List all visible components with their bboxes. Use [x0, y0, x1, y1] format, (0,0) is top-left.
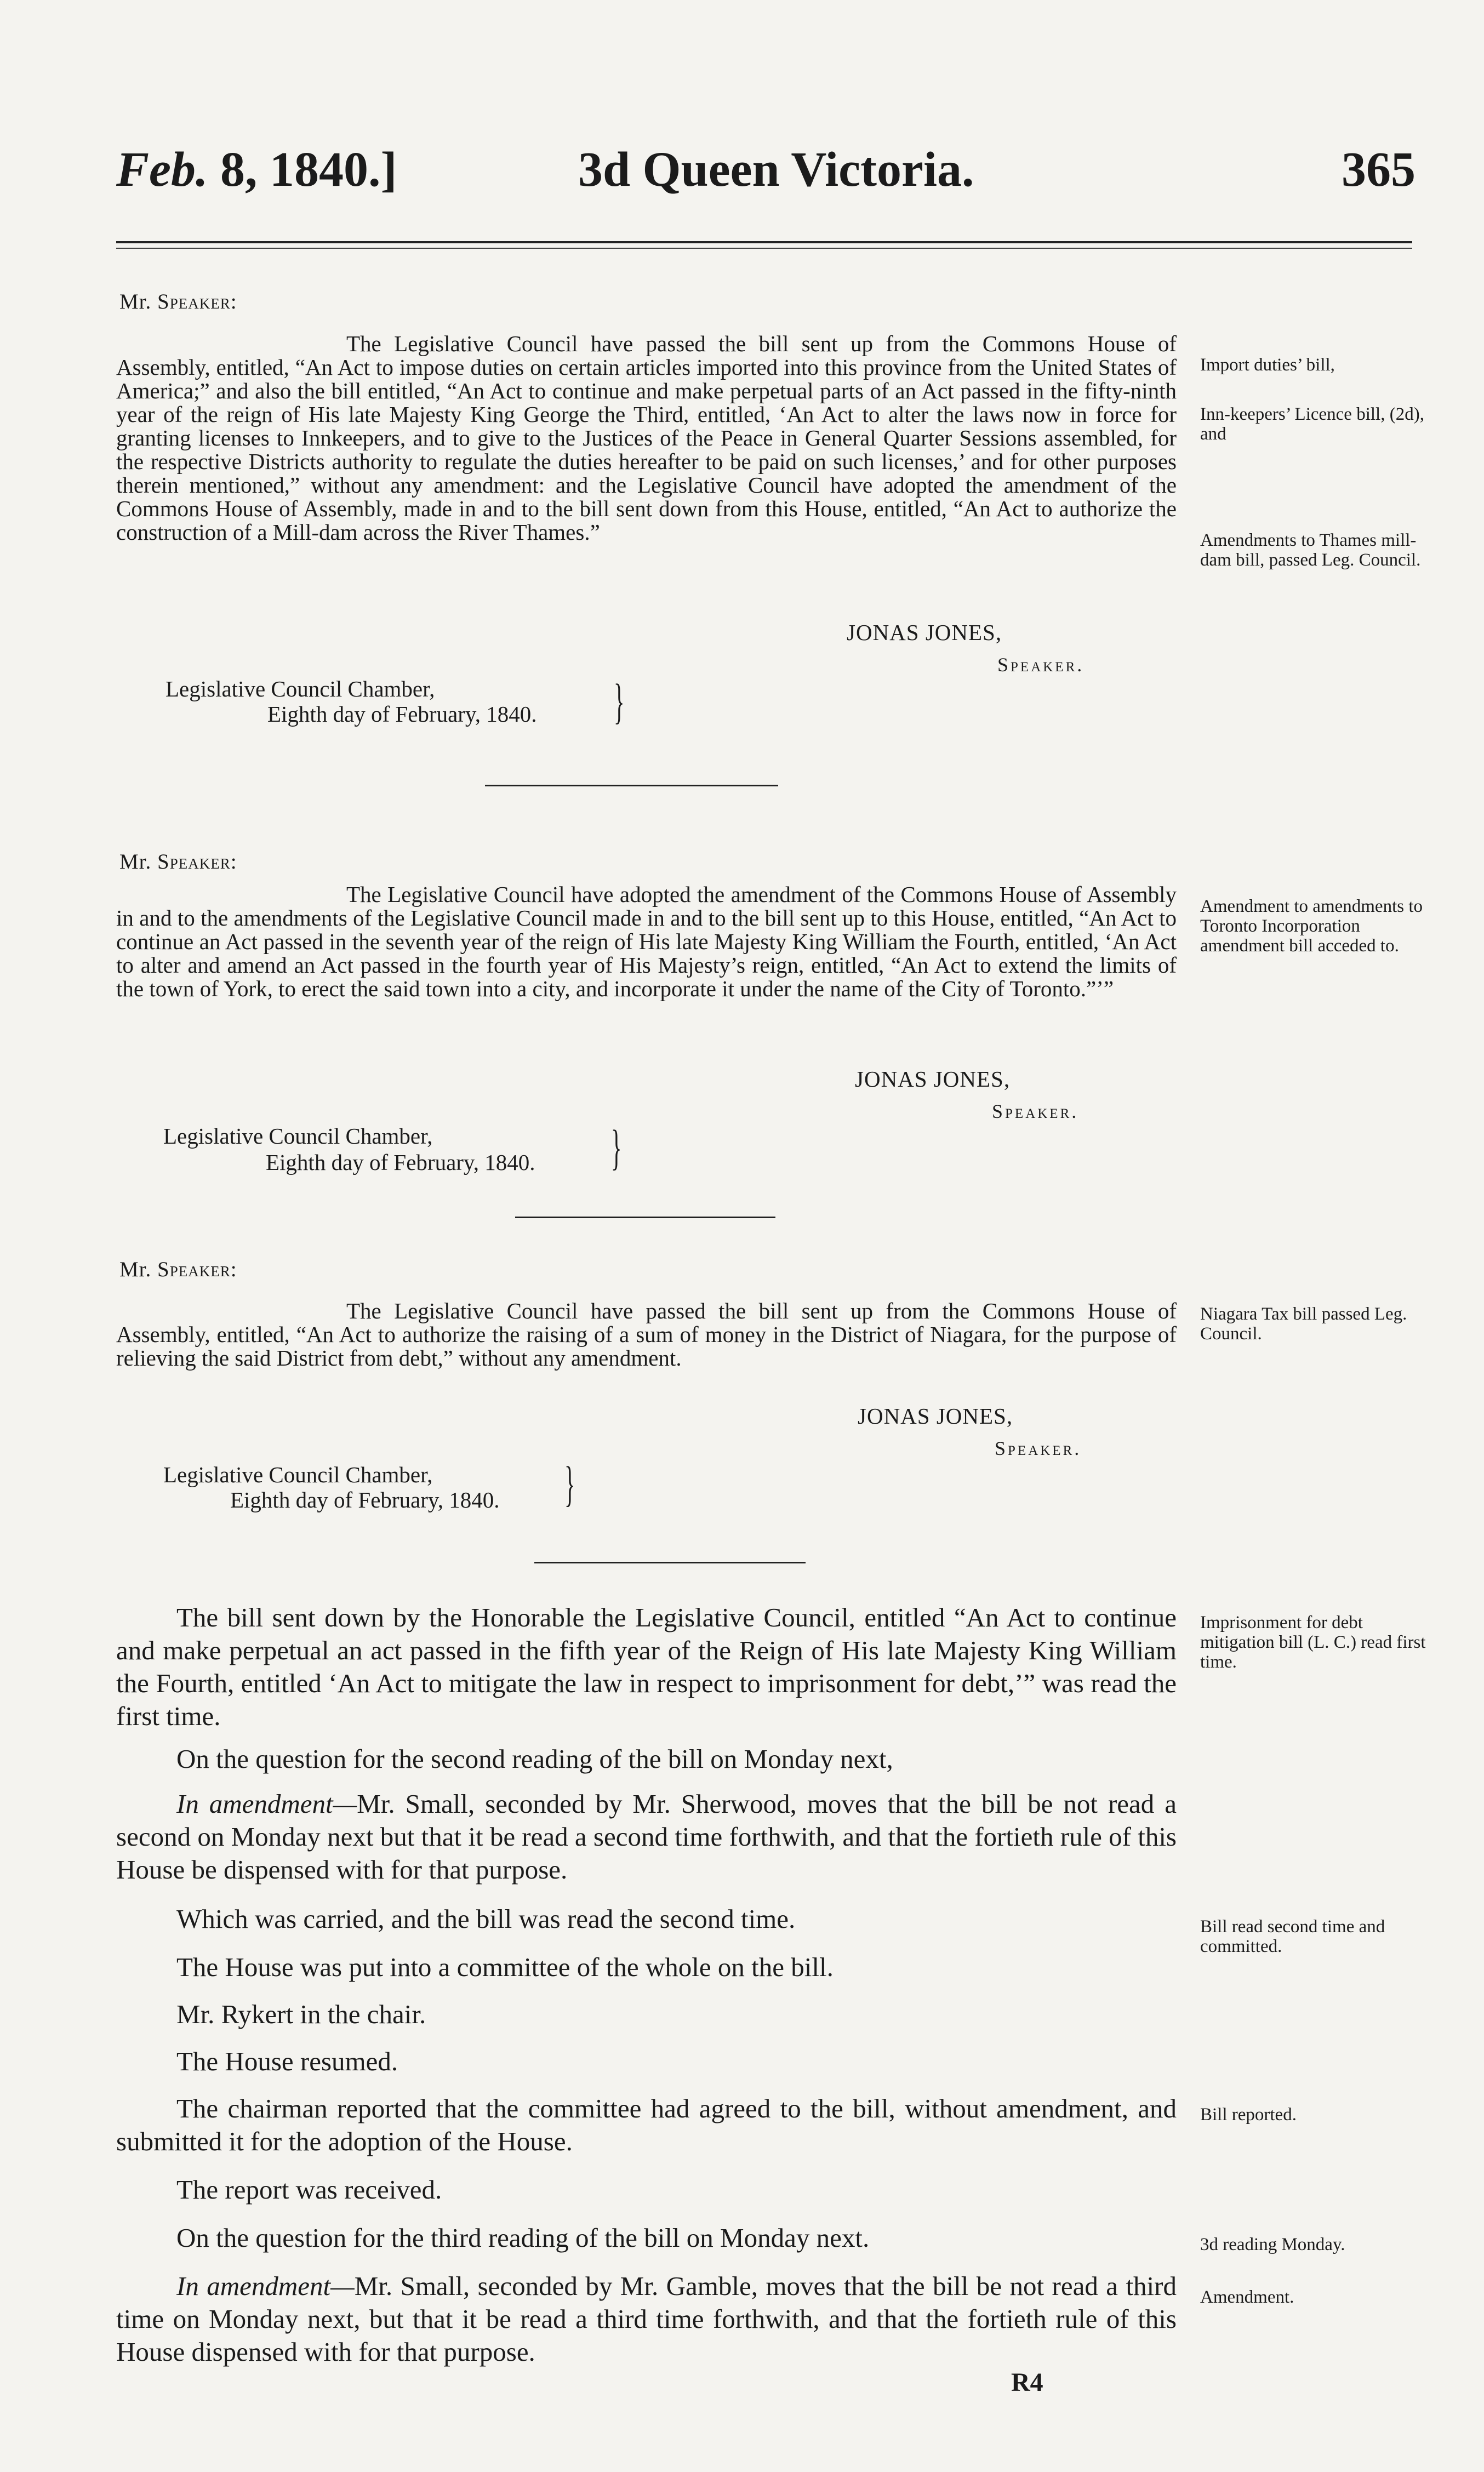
- journal-paragraph: The chairman reported that the committee had agreed to the bill, without amendment, and submitted it for the adoption of the House.: [116, 2093, 1177, 2156]
- chamber-date: Eighth day of February, 1840.: [230, 1487, 500, 1512]
- side-note: Amendment to amendments to Toronto Incorporation amendment bill acceded to.: [1200, 897, 1423, 956]
- side-note: Imprisonment for debt mitigation bill (L. C.) read first time.: [1200, 1613, 1426, 1672]
- brace: }: [564, 1457, 575, 1511]
- signature-title: Speaker.: [995, 1437, 1082, 1459]
- side-note: Niagara Tax bill passed Leg. Council.: [1200, 1304, 1407, 1344]
- journal-paragraph: Which was carried, and the bill was read the second time.: [176, 1904, 796, 1934]
- journal-paragraph: In amendment—Mr. Small, seconded by Mr. Gamble, moves that the bill be not read a third time on Monday next, but that it be read a third time forthwith, and that the fortieth rule of this House dispensed with for that purpose.: [116, 2271, 1177, 2367]
- side-note: Inn-keepers’ Licence bill, (2d), and: [1200, 404, 1424, 444]
- brace: }: [614, 675, 625, 729]
- chamber-date: Eighth day of February, 1840.: [267, 701, 537, 727]
- header-rule: [116, 241, 1412, 243]
- side-note: Bill reported.: [1200, 2105, 1297, 2125]
- journal-paragraph: The report was received.: [176, 2174, 442, 2205]
- journal-paragraph: On the question for the second reading of the bill on Monday next,: [176, 1744, 893, 1774]
- signature: JONAS JONES,: [858, 1403, 1013, 1429]
- chamber-line: Legislative Council Chamber,: [163, 1462, 433, 1487]
- salutation: Mr. Speaker:: [119, 290, 237, 313]
- message-body: The Legislative Council have passed the bill sent up from the Commons House of Assembly, entitled, “An Act to authorize the raising of a sum of money in the District of Niagara, for the purpose of relieving the said District from debt,” without any amendment.: [116, 1298, 1177, 1371]
- separator: [515, 1217, 775, 1218]
- journal-paragraph: On the question for the third reading of the bill on Monday next.: [176, 2223, 870, 2253]
- header-title: 3d Queen Victoria.: [578, 142, 974, 197]
- journal-paragraph: The bill sent down by the Honorable the Legislative Council, entitled “An Act to continue and make perpetual an act passed in the fifth year of the Reign of His late Majesty King William the Fourth, entitled ‘An Act to mitigate the law in respect to imprisonment for debt,’” was read the first time.: [116, 1602, 1177, 1731]
- header-date: Feb. 8, 1840.]: [116, 142, 397, 197]
- separator: [485, 785, 778, 786]
- brace: }: [611, 1121, 622, 1175]
- message-body: The Legislative Council have adopted the amendment of the Commons House of Assembly in and to the amendments of the Legislative Council made in and to the bill sent up to this House, entitled, “An Act to continue an Act passed in the seventh year of the reign of His late Majesty King William the Fourth, entitled, ‘An Act to alter and amend an Act passed in the fourth year of His Majesty’s reign, entitled, “An Act to extend the limits of the town of York, to erect the said town into a city, and incorporate it under the name of the City of Toronto.”’”: [116, 882, 1177, 1001]
- chamber-line: Legislative Council Chamber,: [165, 676, 435, 701]
- header-rule-thin: [116, 248, 1412, 249]
- signature: JONAS JONES,: [847, 620, 1002, 645]
- side-note: 3d reading Monday.: [1200, 2235, 1345, 2254]
- journal-paragraph: The House was put into a committee of the whole on the bill.: [176, 1952, 834, 1982]
- chamber-line: Legislative Council Chamber,: [163, 1123, 433, 1149]
- signature-title: Speaker.: [997, 654, 1085, 676]
- signature-mark: R4: [1011, 2368, 1043, 2397]
- page-number: 365: [1342, 142, 1415, 197]
- separator: [534, 1562, 806, 1563]
- side-note: Import duties’ bill,: [1200, 355, 1335, 375]
- side-note: Amendments to Thames mill-dam bill, passed Leg. Council.: [1200, 530, 1421, 570]
- salutation: Mr. Speaker:: [119, 1258, 237, 1281]
- journal-paragraph: The House resumed.: [176, 2046, 398, 2076]
- journal-paragraph: In amendment—Mr. Small, seconded by Mr. Sherwood, moves that the bill be not read a second on Monday next but that it be read a second time forthwith, and that the fortieth rule of this House be dispensed with for that purpose.: [116, 1789, 1177, 1885]
- side-note: Amendment.: [1200, 2287, 1294, 2307]
- signature: JONAS JONES,: [855, 1066, 1011, 1092]
- signature-title: Speaker.: [992, 1100, 1079, 1122]
- chamber-date: Eighth day of February, 1840.: [266, 1150, 535, 1175]
- journal-paragraph: Mr. Rykert in the chair.: [176, 1999, 426, 2029]
- side-note: Bill read second time and committed.: [1200, 1917, 1385, 1956]
- salutation: Mr. Speaker:: [119, 850, 237, 874]
- message-body: The Legislative Council have passed the bill sent up from the Commons House of Assembly, entitled, “An Act to impose duties on certain articles imported into this province from the United States of America;” and also the bill entitled, “An Act to continue and make perpetual parts of an Act passed in the fifty-ninth year of the reign of His late Majesty King George the Third, entitled, ‘An Act to alter the laws now in force for granting licenses to Innkeepers, and to give to the Justices of the Peace in General Quarter Sessions assembled, for the respective Districts authority to regulate the duties hereafter to be paid on such licenses,’ and for other purposes therein mentioned,” without any amendment: and the Legislative Council have adopted the amendment of the Commons House of Assembly, made in and to the bill sent down from this House, entitled, “An Act to authorize the construction of a Mill-dam across the River Thames.”: [116, 331, 1177, 545]
